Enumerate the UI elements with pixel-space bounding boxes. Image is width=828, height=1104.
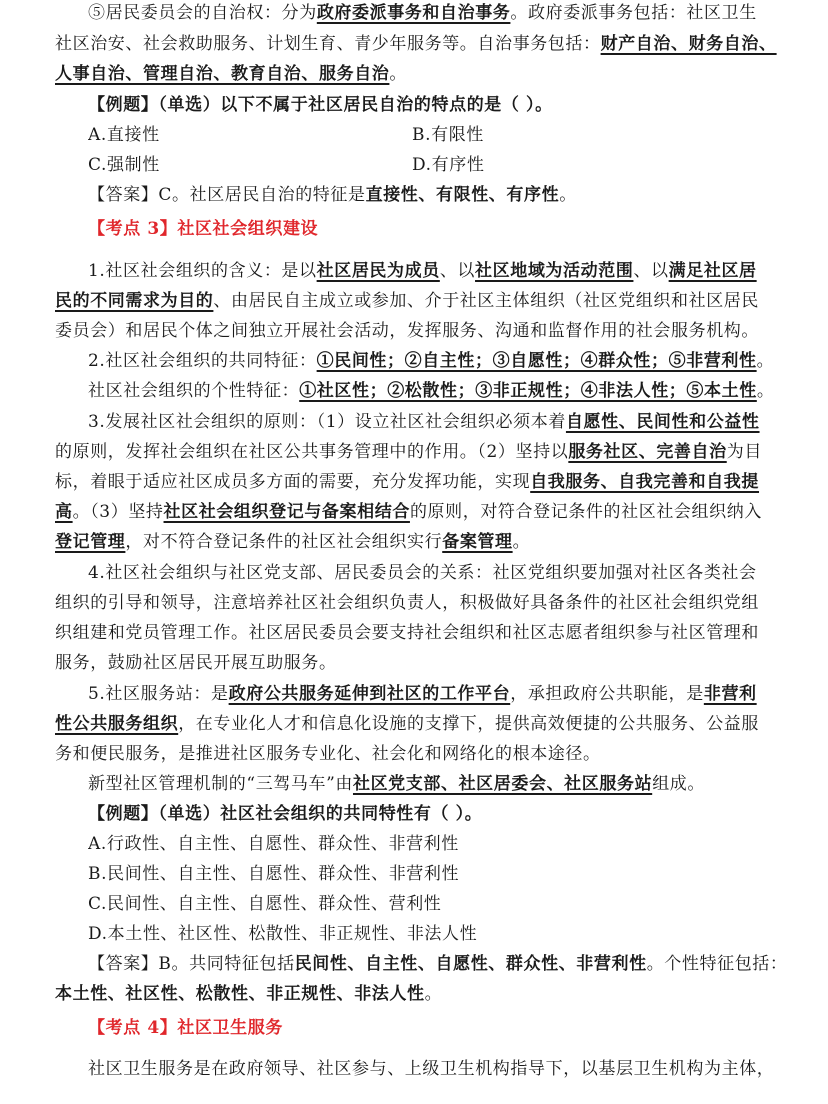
- option-d: D.本土性、社区性、松散性、非正规性、非法人性: [88, 924, 478, 944]
- text-line: 4.社区社会组织与社区党支部、居民委员会的关系：社区党组织要加强对社区各类社会: [88, 563, 757, 583]
- option-c: C.民间性、自主性、自愿性、群众性、营利性: [88, 894, 442, 914]
- text-line: 务和便民服务，是推进社区服务专业化、社会化和网络化的根本途径。: [55, 744, 601, 764]
- example-answer: 【答案】C。社区居民自治的特征是直接性、有限性、有序性。: [88, 185, 577, 205]
- text-line: 5.社区服务站：是政府公共服务延伸到社区的工作平台，承担政府公共职能，是非营利: [88, 684, 757, 704]
- example-answer-cont: 本土性、社区性、松散性、非正规性、非法人性。: [55, 984, 443, 1004]
- option-c: C.强制性: [88, 155, 160, 175]
- text-line: 2.社区社会组织的共同特征：①民间性；②自主性；③自愿性；④群众性；⑤非营利性。: [88, 351, 775, 371]
- example-question: 【例题】（单选）社区社会组织的共同特性有（ ）。: [88, 804, 483, 824]
- text-line: 民的不同需求为目的、由居民自主成立或参加、介于社区主体组织（社区党组织和社区居民: [55, 291, 760, 311]
- example-answer: 【答案】B。共同特征包括民间性、自主性、自愿性、群众性、非营利性。个性特征包括：: [88, 954, 788, 974]
- option-a: A.直接性: [88, 125, 160, 145]
- text-line: 性公共服务组织，在专业化人才和信息化设施的支撑下，提供高效便捷的公共服务、公益服: [55, 714, 760, 734]
- text-line: 织组建和党员管理工作。社区居民委员会要支持社会组织和社区志愿者组织参与社区管理和: [55, 623, 759, 643]
- text-line: 委员会）和居民个体之间独立开展社会活动，发挥服务、沟通和监督作用的社会服务机构。: [55, 321, 759, 341]
- text-line: 3.发展社区社会组织的原则：（1）设立社区社会组织必须本着自愿性、民间性和公益性: [88, 412, 760, 432]
- text-line: 高。（3）坚持社区社会组织登记与备案相结合的原则，对符合登记条件的社区社会组织纳入: [55, 502, 762, 522]
- section-heading: 【考点 4】社区卫生服务: [88, 1018, 283, 1038]
- example-question: 【例题】（单选）以下不属于社区居民自治的特点的是（ ）。: [88, 95, 553, 115]
- text-line: 的原则，发挥社会组织在社区公共事务管理中的作用。（2）坚持以服务社区、完善自治为目: [55, 442, 762, 462]
- text-line: 人事自治、管理自治、教育自治、服务自治。: [55, 64, 408, 84]
- text-line: 社区卫生服务是在政府领导、社区参与、上级卫生机构指导下，以基层卫生机构为主体，: [88, 1059, 775, 1079]
- option-d: D.有序性: [412, 155, 485, 175]
- text-line: 社区社会组织的个性特征：①社区性；②松散性；③非正规性；④非法人性；⑤本土性。: [88, 381, 775, 401]
- section-heading: 【考点 3】社区社会组织建设: [88, 219, 319, 239]
- option-a: A.行政性、自主性、自愿性、群众性、非营利性: [88, 834, 459, 854]
- text-line: 新型社区管理机制的“三驾马车”由社区党支部、社区居委会、社区服务站组成。: [88, 774, 705, 794]
- option-b: B.民间性、自主性、自愿性、群众性、非营利性: [88, 864, 460, 884]
- text-line: 登记管理，对不符合登记条件的社区社会组织实行备案管理。: [55, 532, 531, 552]
- text-line: 服务，鼓励社区居民开展互助服务。: [55, 653, 337, 673]
- text-line: 标，着眼于适应社区成员多方面的需要，充分发挥功能，实现自我服务、自我完善和自我提: [55, 472, 760, 492]
- option-b: B.有限性: [412, 125, 484, 145]
- text-line: 社区治安、社会救助服务、计划生育、青少年服务等。自治事务包括：财产自治、财务自治、: [55, 34, 777, 54]
- text-line: ⑤居民委员会的自治权：分为政府委派事务和自治事务。政府委派事务包括：社区卫生: [88, 3, 757, 23]
- text-line: 组织的引导和领导，注意培养社区社会组织负责人，积极做好具备条件的社区社会组织党组: [55, 593, 759, 613]
- text-line: 1.社区社会组织的含义：是以社区居民为成员、以社区地域为活动范围、以满足社区居: [88, 261, 757, 281]
